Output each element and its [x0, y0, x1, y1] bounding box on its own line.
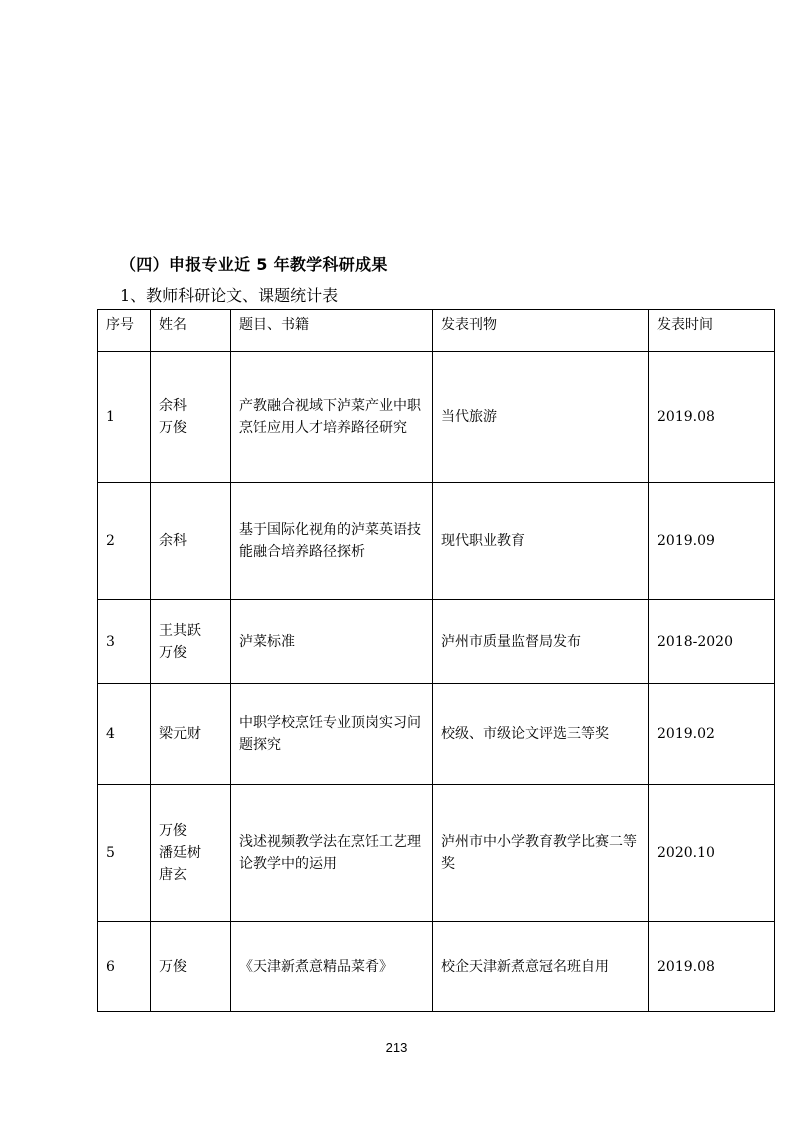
cell-date: 2018-2020: [649, 600, 775, 684]
cell-journal: 当代旅游: [433, 352, 649, 483]
author-name: 万俊: [159, 823, 187, 839]
author-name: 梁元财: [159, 726, 201, 742]
cell-names: [151, 785, 231, 922]
author-name: 潘廷树: [159, 845, 201, 861]
table-title: 1、教师科研论文、课题统计表: [120, 286, 339, 305]
cell-title: 产教融合视域下泸菜产业中职烹饪应用人才培养路径研究: [231, 352, 433, 483]
author-name: 万俊: [159, 958, 187, 975]
author-name: 王其跃: [159, 622, 201, 639]
author-name: 唐玄: [159, 867, 187, 883]
header-date: 发表时间: [649, 310, 775, 352]
table-row: [98, 922, 775, 1012]
table-row: [98, 785, 775, 922]
cell-date: 2019.02: [649, 684, 775, 785]
table-row: [98, 684, 775, 785]
cell-date: 2019.09: [649, 483, 775, 600]
cell-journal: 现代职业教育: [433, 483, 649, 600]
cell-journal: 泸州市中小学教育教学比赛二等奖: [433, 785, 649, 922]
header-no: 序号: [98, 310, 151, 352]
header-title: 题目、书籍: [231, 310, 433, 352]
table-row: [98, 600, 775, 684]
cell-title: 泸菜标准: [231, 600, 433, 684]
author-name: 万俊: [159, 420, 187, 436]
cell-names: [151, 684, 231, 785]
header-journal: 发表刊物: [433, 310, 649, 352]
page-number: 213: [385, 1040, 408, 1055]
cell-no: 4: [98, 684, 151, 785]
cell-names: [151, 483, 231, 600]
cell-date: 2019.08: [649, 352, 775, 483]
cell-no: 1: [98, 352, 151, 483]
table-header-row: [98, 310, 775, 352]
author-name: 余科: [159, 398, 187, 414]
cell-journal: 校企天津新煮意冠名班自用: [433, 922, 649, 1012]
cell-names: [151, 600, 231, 684]
table-row: [98, 352, 775, 483]
cell-no: 3: [98, 600, 151, 684]
section-title: （四）申报专业近 5 年教学科研成果: [120, 255, 388, 274]
cell-title: 浅述视频教学法在烹饪工艺理论教学中的运用: [231, 785, 433, 922]
table-row: [98, 483, 775, 600]
cell-no: 6: [98, 922, 151, 1012]
cell-no: 5: [98, 785, 151, 922]
research-table: [97, 309, 775, 1012]
header-name: 姓名: [151, 310, 231, 352]
author-name: 万俊: [159, 644, 187, 661]
cell-names: [151, 922, 231, 1012]
cell-title: 《天津新煮意精品菜肴》: [231, 922, 433, 1012]
cell-date: 2019.08: [649, 922, 775, 1012]
cell-no: 2: [98, 483, 151, 600]
cell-date: 2020.10: [649, 785, 775, 922]
cell-names: [151, 352, 231, 483]
cell-journal: 校级、市级论文评选三等奖: [433, 684, 649, 785]
cell-title: 中职学校烹饪专业顶岗实习问题探究: [231, 684, 433, 785]
cell-title: 基于国际化视角的泸菜英语技能融合培养路径探析: [231, 483, 433, 600]
author-name: 余科: [159, 533, 187, 549]
cell-journal: 泸州市质量监督局发布: [433, 600, 649, 684]
